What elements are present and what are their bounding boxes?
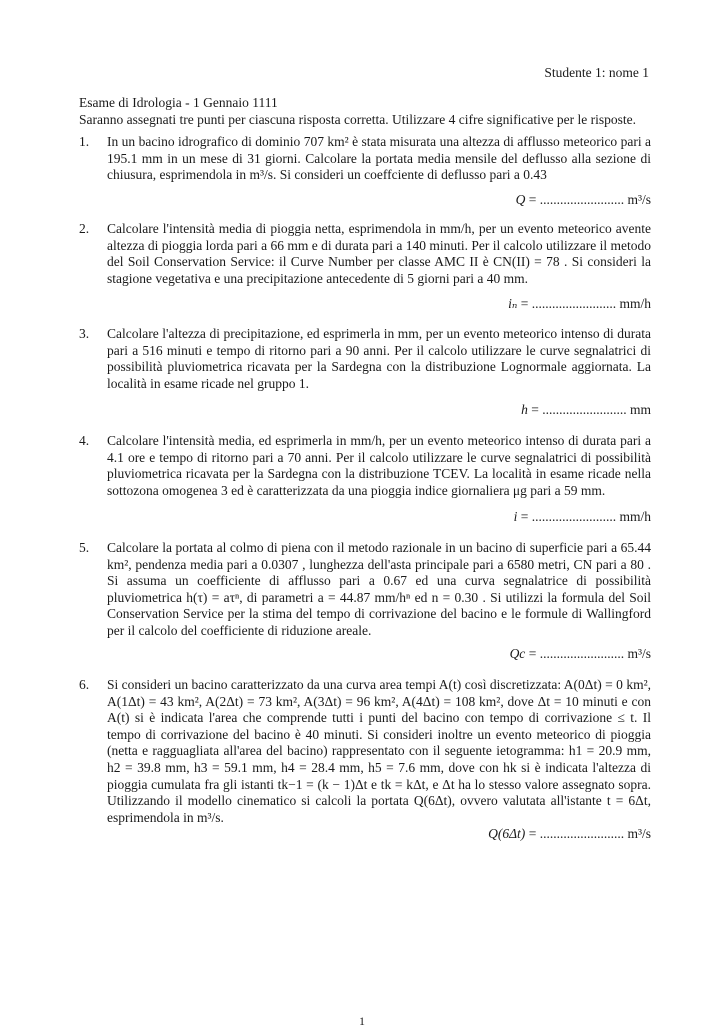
question-text: Calcolare la portata al colmo di piena con il metodo razionale in un bacino di superficie pari a 65.44 km², pendenza media pari a 0.0307 , lunghezza dell'asta principale pari a 6580 metri, CN pari a 80 . Si assuma un coefficiente di afflusso pari a 0.67 ed una curva segnalatrice di possibilità pluviometrica h(τ) = aτⁿ, di parametri a = 44.87 mm/hⁿ ed n = 0.30 . Si utilizzi la formula del Soil Conservation Service per la stima del tempo di corrivazione del bacino e le formule di Wallingford per il calcolo del coefficiente di riduzione areale.	[107, 540, 651, 638]
answer-variable: Q	[515, 192, 526, 207]
answer-variable: Qc	[509, 646, 526, 661]
question-3	[79, 326, 651, 392]
answer-blank[interactable]: .........................	[531, 509, 617, 524]
exam-header	[79, 94, 654, 128]
page-number: 1	[359, 1014, 365, 1028]
answer-line-5[interactable]: Qc = ......................... m³/s	[509, 646, 651, 661]
exam-instructions: Saranno assegnati tre punti per ciascuna risposta corretta. Utilizzare 4 cifre significative per le risposte.	[79, 112, 637, 127]
answer-blank[interactable]: .........................	[539, 646, 625, 661]
student-name: Studente 1: nome 1	[544, 65, 649, 80]
answer-unit: mm	[629, 402, 651, 417]
question-number: 5.	[79, 540, 90, 555]
answer-blank[interactable]: .........................	[531, 296, 617, 311]
question-text: In un bacino idrografico di dominio 707 km² è stata misurata una altezza di afflusso meteorico pari a 195.1 mm in un mese di 31 giorni. Calcolare la portata media mensile del deflusso alla sezione di chiusura, esprimendola in m³/s. Si consideri un coeffciente di deflusso pari a 0.43	[107, 134, 651, 183]
answer-variable: iₙ	[508, 296, 518, 311]
question-1	[79, 134, 651, 184]
question-5	[79, 540, 651, 640]
answer-line-1[interactable]: Q = ......................... m³/s	[515, 192, 651, 207]
answer-unit: m³/s	[627, 826, 651, 841]
question-number: 1.	[79, 134, 90, 149]
question-text: Calcolare l'altezza di precipitazione, ed esprimerla in mm, per un evento meteorico intenso di durata pari a 516 minuti e tempo di ritorno pari a 90 anni. Per il calcolo utilizzare le curve segnalatrici di possibilità pluviometrica ricavata per la Sardegna con la distribuzione Lognormale aggiornata. La località in esame ricade nel gruppo 1.	[107, 326, 651, 391]
answer-line-2[interactable]: iₙ = ......................... mm/h	[508, 296, 651, 311]
question-text: Calcolare l'intensità media, ed esprimerla in mm/h, per un evento meteorico intenso di durata pari a 4.1 ore e tempo di ritorno pari a 70 anni. Per il calcolo utilizzare le curve segnalatrici di possibilità pluviometrica ricavata per la Sardegna con la distribuzione TCEV. La località in esame ricade nella sottozona omogenea 3 ed è caratterizzata da una pioggia indice giornaliera μg pari a 59 mm.	[107, 433, 651, 498]
question-2	[79, 221, 651, 287]
answer-unit: m³/s	[627, 192, 651, 207]
exam-title: Esame di Idrologia - 1 Gennaio 1111	[79, 95, 278, 110]
answer-unit: mm/h	[619, 509, 651, 524]
question-6	[79, 677, 651, 826]
question-text: Calcolare l'intensità media di pioggia netta, esprimendola in mm/h, per un evento meteorico avente altezza di pioggia lorda pari a 66 mm e di durata pari a 140 minuti. Per il calcolo utilizzare il metodo del Soil Conservation Service: il Curve Number per classe AMC II è CN(II) = 78 . Si consideri la stagione vegetativa e una precipitazione antecedente di 5 giorni pari a 40 mm.	[107, 221, 651, 286]
question-number: 3.	[79, 326, 90, 341]
answer-line-6[interactable]: Q(6Δt) = ......................... m³/s	[488, 826, 651, 841]
answer-line-3[interactable]: h = ......................... mm	[521, 402, 651, 417]
question-text: Si consideri un bacino caratterizzato da una curva area tempi A(t) così discretizzata: A(0Δt) = 0 km², A(1Δt) = 43 km², A(2Δt) = 73 km², A(3Δt) = 96 km², A(4Δt) = 108 km², dove Δt = 10 minuti e con A(t) si è indicata l'area che comprende tutti i punti del bacino con tempo di corrivazione ≤ t. Il tempo di corrivazione del bacino è 40 minuti. Si consideri inoltre un evento meteorico di pioggia (netta e ragguagliata all'area del bacino) rappresentato con il seguente ietogramma: h1 = 20.9 mm, h2 = 39.8 mm, h3 = 59.1 mm, h4 = 28.4 mm, h5 = 7.6 mm, dove con hk si è indicata l'altezza di pioggia cumulata fra gli istanti tk−1 = (k − 1)Δt e tk = kΔt, e Δt ha lo stesso valore assegnato sopra. Utilizzando il modello cinematico si calcoli la portata Q(6Δt), ovvero valutata all'istante t = 6Δt, esprimendola in m³/s.	[107, 677, 651, 825]
answer-blank[interactable]: .........................	[542, 402, 627, 417]
answer-unit: m³/s	[627, 646, 651, 661]
answer-unit: mm/h	[619, 296, 651, 311]
question-number: 6.	[79, 677, 90, 692]
answer-variable: i	[513, 509, 518, 524]
question-number: 2.	[79, 221, 90, 236]
question-4	[79, 433, 651, 499]
answer-blank[interactable]: .........................	[539, 826, 625, 841]
answer-variable: h	[521, 402, 528, 417]
answer-blank[interactable]: .........................	[539, 192, 625, 207]
answer-line-4[interactable]: i = ......................... mm/h	[513, 509, 651, 524]
answer-variable: Q(6Δt)	[488, 826, 526, 841]
question-number: 4.	[79, 433, 90, 448]
